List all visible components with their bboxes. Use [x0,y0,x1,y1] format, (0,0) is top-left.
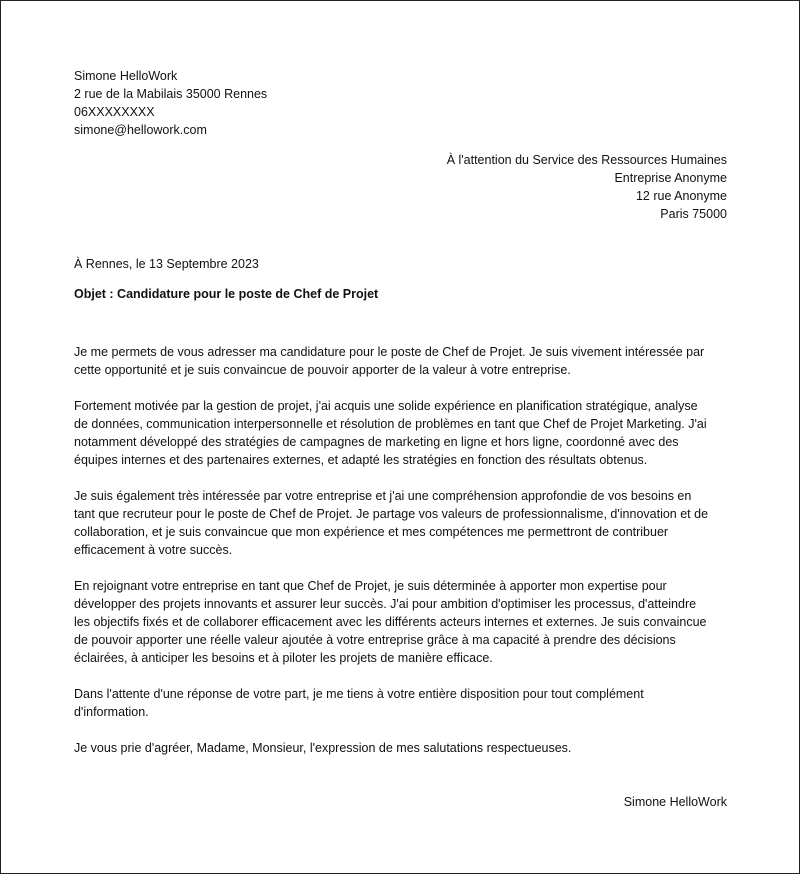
sender-phone: 06XXXXXXXX [74,105,155,119]
paragraph-line: de données, communication interpersonnelle et résolution de problèmes en tant que Chef de Projet Marketing. J'ai [74,417,707,431]
paragraph-line: équipes internes et des partenaires externes, et adapté les stratégies en fonction des résultats obtenus. [74,453,648,467]
paragraph [74,577,734,667]
paragraph [74,487,734,559]
letter-body [74,343,734,775]
paragraph-line: Je suis également très intéressée par votre entreprise et j'ai une compréhension approfondie de vos besoins en [74,489,692,503]
paragraph [74,343,734,379]
paragraph [74,685,734,721]
paragraph-line: efficacement à votre succès. [74,543,233,557]
paragraph-line: En rejoignant votre entreprise en tant que Chef de Projet, je suis déterminée à apporter mon expertise pour [74,579,667,593]
sender-block [74,67,267,139]
paragraph [74,739,734,757]
paragraph-line: Je vous prie d'agréer, Madame, Monsieur, l'expression de mes salutations respectueuses. [74,741,572,755]
paragraph [74,397,734,469]
place-date: À Rennes, le 13 Septembre 2023 [74,257,259,271]
recipient-attention: À l'attention du Service des Ressources Humaines [446,153,727,167]
sender-name: Simone HelloWork [74,69,178,83]
sender-address: 2 rue de la Mabilais 35000 Rennes [74,87,268,101]
letter-subject: Objet : Candidature pour le poste de Chef de Projet [74,287,379,301]
recipient-block [447,151,727,223]
paragraph-line: Je me permets de vous adresser ma candidature pour le poste de Chef de Projet. Je suis vivement intéressée par [74,345,705,359]
recipient-street: 12 rue Anonyme [635,189,727,203]
sender-email: simone@hellowork.com [74,123,207,137]
paragraph-line: tant que recruteur pour le poste de Chef de Projet. Je partage vos valeurs de professionnalisme, d'innovation et de [74,507,709,521]
paragraph-line: cette opportunité et je suis convaincue de pouvoir apporter de la valeur à votre entreprise. [74,363,571,377]
paragraph-line: d'information. [74,705,149,719]
paragraph-line: collaboration, et je suis convaincue que mon expérience et mes compétences me permettront de contribuer [74,525,669,539]
paragraph-line: développer des projets innovants et assurer leur succès. J'ai pour ambition d'optimiser les processus, d'atteindre [74,597,697,611]
signature: Simone HelloWork [623,795,727,809]
paragraph-line: éclairées, à anticiper les besoins et à piloter les projets de manière efficace. [74,651,493,665]
paragraph-line: Fortement motivée par la gestion de projet, j'ai acquis une solide expérience en planification stratégique, analyse [74,399,698,413]
recipient-city: Paris 75000 [660,207,727,221]
paragraph-line: de pouvoir apporter une réelle valeur ajoutée à votre entreprise grâce à ma capacité à prendre des décisions [74,633,676,647]
recipient-company: Entreprise Anonyme [614,171,727,185]
paragraph-line: notamment développé des stratégies de campagnes de marketing en ligne et hors ligne, coordonné avec des [74,435,679,449]
paragraph-line: les objectifs fixés et de collaborer efficacement avec les différents acteurs internes et externes. Je suis convaincue [74,615,707,629]
paragraph-line: Dans l'attente d'une réponse de votre part, je me tiens à votre entière disposition pour tout complément [74,687,644,701]
